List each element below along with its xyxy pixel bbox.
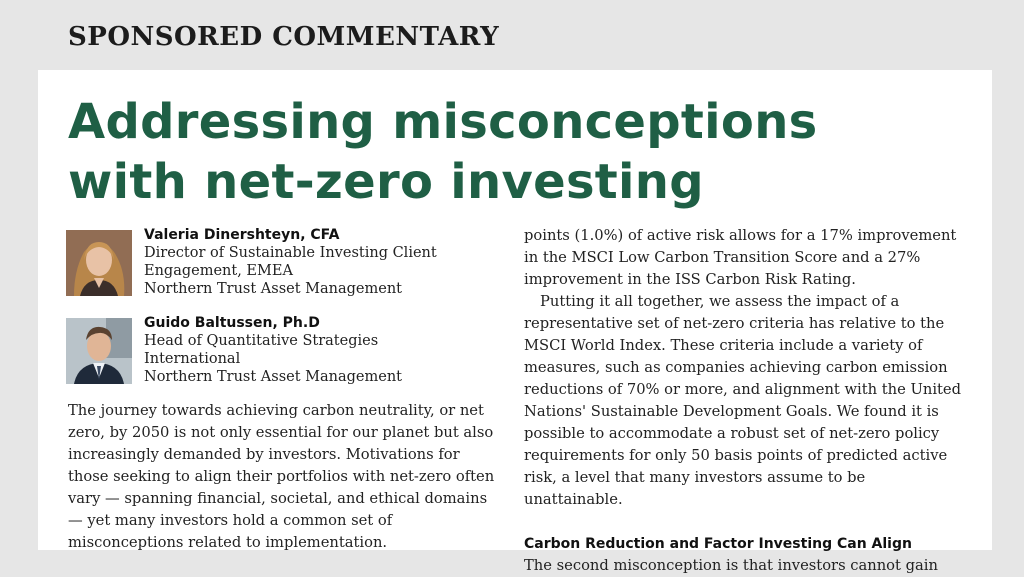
author-company-2: Northern Trust Asset Management (144, 369, 402, 385)
author-photo-2 (66, 318, 132, 384)
author-photo-1 (66, 230, 132, 296)
article-headline: Addressing misconceptions with net-zero investing (68, 94, 818, 210)
body-right-paragraph-3: The second misconception is that investors cannot gain (524, 557, 938, 574)
author-info-2 (144, 314, 474, 386)
author-name-2: Guido Baltussen, Ph.D (144, 315, 320, 331)
body-left-paragraph: The journey towards achieving carbon neutrality, or net zero, by 2050 is not only essential for our planet but also increasingly demanded by investors. Motivations for those seeking to align their portfolios with net-zero often vary — spanning financial, societal, and ethical domains — yet many investors hold a common set of misconceptions related to implementation. (68, 402, 495, 551)
body-right-column (524, 225, 964, 577)
section-subheading: Carbon Reduction and Factor Investing Can Align (524, 536, 912, 552)
author-name-1: Valeria Dinershteyn, CFA (144, 227, 340, 243)
author-title-1: Director of Sustainable Investing Client Engagement, EMEA (144, 245, 437, 279)
author-info-1 (144, 226, 474, 298)
author-title-2: Head of Quantitative Strategies International (144, 333, 379, 367)
body-right-paragraph-1: points (1.0%) of active risk allows for a 17% improvement in the MSCI Low Carbon Transition Score and a 27% improvement in the ISS Carbon Risk Rating. (524, 227, 957, 288)
article-card (38, 70, 992, 574)
body-right-paragraph-2: Putting it all together, we assess the impact of a representative set of net-zero criteria has relative to the MSCI World Index. These criteria include a variety of measures, such as companies achieving carbon emission reductions of 70% or more, and alignment with the United Nations' Sustainable Development Goals. We found it is possible to accommodate a robust set of net-zero policy requirements for only 50 basis points of predicted active risk, a level that many investors assume to be unattainable. (524, 293, 962, 508)
author-company-1: Northern Trust Asset Management (144, 281, 402, 297)
section-label: SPONSORED COMMENTARY (68, 22, 500, 52)
